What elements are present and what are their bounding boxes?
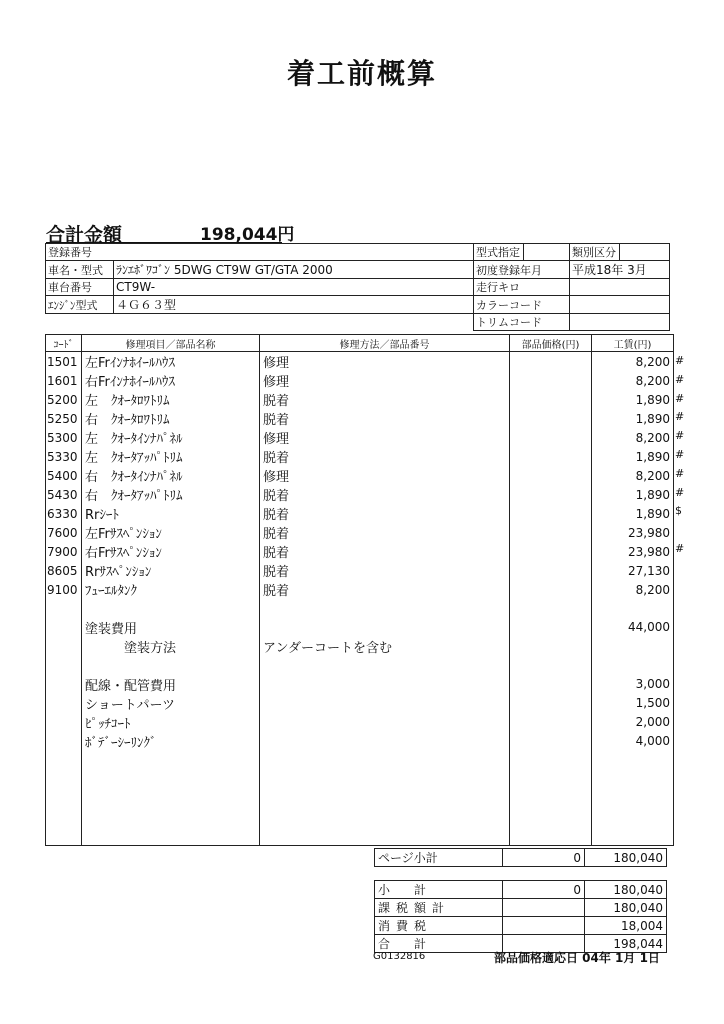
row-labor: 23,980 [592, 542, 674, 561]
row-parts-price [510, 580, 592, 599]
row-code [46, 618, 82, 637]
table-row [46, 561, 674, 580]
row-labor [592, 599, 674, 618]
summary-label: 小 計 [375, 881, 503, 899]
row-labor: 27,130 [592, 561, 674, 580]
repair-items-table [45, 334, 674, 846]
row-labor: 8,200 [592, 428, 674, 447]
empty-cell [260, 807, 510, 826]
color-code-label: カラーコード [474, 296, 570, 314]
row-mark: $ [675, 504, 682, 518]
empty-cell [260, 826, 510, 845]
row-labor: 1,890 [592, 485, 674, 504]
vehicle-info-table [45, 243, 670, 331]
row-mark: # [675, 410, 685, 424]
row-parts-price [510, 523, 592, 542]
row-parts-price [510, 409, 592, 428]
table-row-empty [46, 826, 674, 845]
row-method [260, 675, 510, 694]
row-code: 6330 [46, 504, 82, 523]
row-labor: 8,200 [592, 352, 674, 372]
row-method: 修理 [260, 352, 510, 372]
table-row [46, 694, 674, 713]
row-parts-price [510, 504, 592, 523]
row-mark: # [675, 485, 685, 499]
document-code: G0132816 [373, 951, 426, 962]
empty-cell [510, 751, 592, 770]
summary-parts [503, 917, 585, 935]
registration-label: 登録番号 [46, 244, 474, 261]
row-parts-price [510, 466, 592, 485]
row-method [260, 694, 510, 713]
row-code: 7900 [46, 542, 82, 561]
row-labor: 8,200 [592, 466, 674, 485]
row-labor [592, 637, 674, 656]
row-code: 5330 [46, 447, 82, 466]
row-mark [675, 653, 689, 672]
trim-code-label: トリムコード [474, 314, 570, 331]
row-mark: # [675, 429, 685, 443]
empty-cell [82, 807, 260, 826]
empty-cell [510, 788, 592, 807]
row-parts-price [510, 675, 592, 694]
row-parts-price [510, 447, 592, 466]
row-item: 右Frｲﾝﾅﾎｲｰﾙﾊｳｽ [82, 371, 260, 390]
table-row-empty [46, 807, 674, 826]
row-method [260, 713, 510, 732]
table-row-empty [46, 769, 674, 788]
row-labor: 4,000 [592, 732, 674, 751]
total-amount-value: 198,044円 [200, 225, 295, 245]
empty-cell [82, 769, 260, 788]
row-item: ショートパーツ [82, 694, 260, 713]
table-row [46, 656, 674, 675]
document-title: 着工前概算 [286, 57, 437, 90]
type-designation-label: 型式指定 [474, 244, 524, 261]
row-parts-price [510, 618, 592, 637]
summary-row [375, 881, 667, 899]
table-row [46, 371, 674, 390]
parts-price-date: 部品価格適応日 04年 1月 1日 [494, 951, 660, 965]
row-code: 1501 [46, 352, 82, 372]
row-labor: 1,890 [592, 390, 674, 409]
row-method [260, 732, 510, 751]
row-code [46, 599, 82, 618]
table-row [46, 580, 674, 599]
row-parts-price [510, 599, 592, 618]
row-labor: 23,980 [592, 523, 674, 542]
row-method: 脱着 [260, 504, 510, 523]
row-parts-price [510, 352, 592, 372]
row-method [260, 618, 510, 637]
row-labor: 8,200 [592, 371, 674, 390]
table-row [46, 599, 674, 618]
empty-cell [592, 826, 674, 845]
table-row [46, 618, 674, 637]
row-mark [675, 559, 689, 578]
row-item: 右Frｻｽﾍﾟﾝｼｮﾝ [82, 542, 260, 561]
summary-body [375, 881, 667, 953]
row-labor: 3,000 [592, 675, 674, 694]
summary-label: 合 計 [375, 935, 503, 953]
row-code: 8605 [46, 561, 82, 580]
row-parts-price [510, 561, 592, 580]
summary-value: 198,044 [585, 935, 667, 953]
table-row [46, 428, 674, 447]
row-labor: 1,890 [592, 409, 674, 428]
table-row [46, 675, 674, 694]
empty-cell [260, 769, 510, 788]
summary-value: 18,004 [585, 917, 667, 935]
row-parts-price [510, 428, 592, 447]
row-method: 脱着 [260, 409, 510, 428]
row-labor: 1,890 [592, 447, 674, 466]
row-method: 脱着 [260, 485, 510, 504]
row-labor [592, 656, 674, 675]
row-item: Rrｻｽﾍﾟﾝｼｮﾝ [82, 561, 260, 580]
row-item: Rrｼｰﾄ [82, 504, 260, 523]
row-parts-price [510, 390, 592, 409]
first-registration-value: 平成18年 3月 [570, 261, 670, 279]
row-item [82, 656, 260, 675]
row-code: 7600 [46, 523, 82, 542]
row-code [46, 713, 82, 732]
table-row [46, 732, 674, 751]
row-item: 左Frｻｽﾍﾟﾝｼｮﾝ [82, 523, 260, 542]
row-code [46, 732, 82, 751]
table-row [46, 390, 674, 409]
row-method: 修理 [260, 371, 510, 390]
summary-label: 消費税 [375, 917, 503, 935]
row-code [46, 675, 82, 694]
color-code-value [570, 296, 670, 314]
row-mark [675, 709, 689, 728]
summary-row [375, 917, 667, 935]
column-header-parts-price: 部品価格(円) [510, 335, 592, 352]
table-row [46, 637, 674, 656]
column-header-code: ｺｰﾄﾞ [46, 335, 82, 352]
row-method: アンダーコートを含む [260, 637, 510, 656]
row-mark [675, 596, 689, 615]
model-label: 車名・型式 [46, 261, 114, 279]
empty-cell [510, 769, 592, 788]
table-row [46, 352, 674, 372]
row-item: 左 ｸｵｰﾀﾛﾜﾄﾘﾑ [82, 390, 260, 409]
row-code: 9100 [46, 580, 82, 599]
empty-cell [592, 751, 674, 770]
row-item: ﾋﾟｯﾁｺｰﾄ [82, 713, 260, 732]
row-parts-price [510, 485, 592, 504]
row-method: 脱着 [260, 542, 510, 561]
empty-cell [592, 788, 674, 807]
summary-parts [503, 899, 585, 917]
first-registration-label: 初度登録年月 [474, 261, 570, 279]
empty-cell [46, 788, 82, 807]
row-parts-price [510, 732, 592, 751]
category-value [620, 244, 670, 261]
model-value: ﾗﾝｴﾎﾞﾜｺﾞﾝ 5DWG CT9W GT/GTA 2000 [114, 261, 474, 279]
row-parts-price [510, 542, 592, 561]
row-mark [675, 634, 689, 653]
row-method [260, 656, 510, 675]
empty-cell [510, 826, 592, 845]
row-parts-price [510, 656, 592, 675]
summary-label: 課税額計 [375, 899, 503, 917]
row-mark: # [675, 372, 685, 386]
total-amount-label: 合計金額 [46, 224, 123, 246]
empty-cell [46, 807, 82, 826]
page-subtotal-labor: 180,040 [585, 849, 667, 867]
row-code: 1601 [46, 371, 82, 390]
row-mark: # [675, 447, 685, 461]
table-row [46, 504, 674, 523]
empty-cell [260, 788, 510, 807]
table-row [46, 447, 674, 466]
row-code: 5300 [46, 428, 82, 447]
type-designation-value [524, 244, 570, 261]
row-method: 脱着 [260, 447, 510, 466]
row-mark [675, 728, 689, 747]
row-item: 右 ｸｵｰﾀﾛﾜﾄﾘﾑ [82, 409, 260, 428]
engine-value: ４Ｇ６３型 [114, 296, 474, 314]
row-labor: 44,000 [592, 618, 674, 637]
row-labor: 1,890 [592, 504, 674, 523]
row-item: 右 ｸｵｰﾀｱｯﾊﾟﾄﾘﾑ [82, 485, 260, 504]
repair-items-body [46, 352, 674, 846]
table-row [46, 542, 674, 561]
row-method: 脱着 [260, 561, 510, 580]
row-item: 塗装方法 [82, 637, 260, 656]
empty-cell [510, 807, 592, 826]
page-subtotal-label: ページ小計 [375, 849, 503, 867]
mileage-label: 走行キロ [474, 279, 570, 296]
row-code [46, 656, 82, 675]
row-item: 左 ｸｵｰﾀｲﾝﾅﾊﾟﾈﾙ [82, 428, 260, 447]
row-mark [675, 578, 689, 597]
empty-cell [46, 751, 82, 770]
row-parts-price [510, 371, 592, 390]
row-method: 脱着 [260, 523, 510, 542]
row-marks [675, 352, 689, 747]
row-item: 配線・配管費用 [82, 675, 260, 694]
row-code: 5200 [46, 390, 82, 409]
row-item: 左Frｲﾝﾅﾎｲｰﾙﾊｳｽ [82, 352, 260, 372]
row-mark: # [675, 541, 685, 555]
table-row [46, 485, 674, 504]
row-mark: # [675, 354, 685, 367]
row-mark [675, 615, 689, 634]
column-header-method: 修理方法／部品番号 [260, 335, 510, 352]
empty-cell [82, 826, 260, 845]
row-method: 修理 [260, 466, 510, 485]
summary-parts: 0 [503, 881, 585, 899]
row-parts-price [510, 694, 592, 713]
empty-cell [46, 769, 82, 788]
row-method: 脱着 [260, 390, 510, 409]
row-code: 5400 [46, 466, 82, 485]
row-parts-price [510, 713, 592, 732]
trim-code-value [570, 314, 670, 331]
row-code: 5250 [46, 409, 82, 428]
page-subtotal-table [374, 848, 667, 867]
summary-table [374, 880, 667, 953]
row-labor: 1,500 [592, 694, 674, 713]
row-mark: # [675, 391, 685, 405]
row-method: 脱着 [260, 580, 510, 599]
row-mark [675, 690, 689, 709]
row-item: 右 ｸｵｰﾀｲﾝﾅﾊﾟﾈﾙ [82, 466, 260, 485]
row-method: 修理 [260, 428, 510, 447]
row-code [46, 694, 82, 713]
row-item: 左 ｸｵｰﾀｱｯﾊﾟﾄﾘﾑ [82, 447, 260, 466]
column-header-labor: 工賃(円) [592, 335, 674, 352]
row-mark [675, 521, 689, 540]
row-labor: 8,200 [592, 580, 674, 599]
table-row [46, 466, 674, 485]
engine-label: ｴﾝｼﾞﾝ型式 [46, 296, 114, 314]
table-row [46, 409, 674, 428]
chassis-value: CT9W- [114, 279, 474, 296]
table-row [46, 523, 674, 542]
empty-cell [82, 788, 260, 807]
row-code: 5430 [46, 485, 82, 504]
summary-value: 180,040 [585, 899, 667, 917]
row-labor: 2,000 [592, 713, 674, 732]
row-mark: # [675, 466, 685, 480]
empty-cell [592, 769, 674, 788]
table-row [46, 713, 674, 732]
row-method [260, 599, 510, 618]
column-header-item: 修理項目／部品名称 [82, 335, 260, 352]
row-item: ﾌｭｰｴﾙﾀﾝｸ [82, 580, 260, 599]
category-label: 類別区分 [570, 244, 620, 261]
row-item: ﾎﾞﾃﾞｰｼｰﾘﾝｸﾞ [82, 732, 260, 751]
row-item [82, 599, 260, 618]
summary-value: 180,040 [585, 881, 667, 899]
chassis-label: 車台番号 [46, 279, 114, 296]
table-row-empty [46, 751, 674, 770]
row-item: 塗装費用 [82, 618, 260, 637]
empty-cell [82, 751, 260, 770]
mileage-value [570, 279, 670, 296]
empty-cell [592, 807, 674, 826]
page-subtotal-parts: 0 [503, 849, 585, 867]
row-code [46, 637, 82, 656]
row-parts-price [510, 637, 592, 656]
summary-row [375, 899, 667, 917]
empty-cell [260, 751, 510, 770]
row-mark [675, 672, 689, 691]
empty-cell [46, 826, 82, 845]
table-row-empty [46, 788, 674, 807]
